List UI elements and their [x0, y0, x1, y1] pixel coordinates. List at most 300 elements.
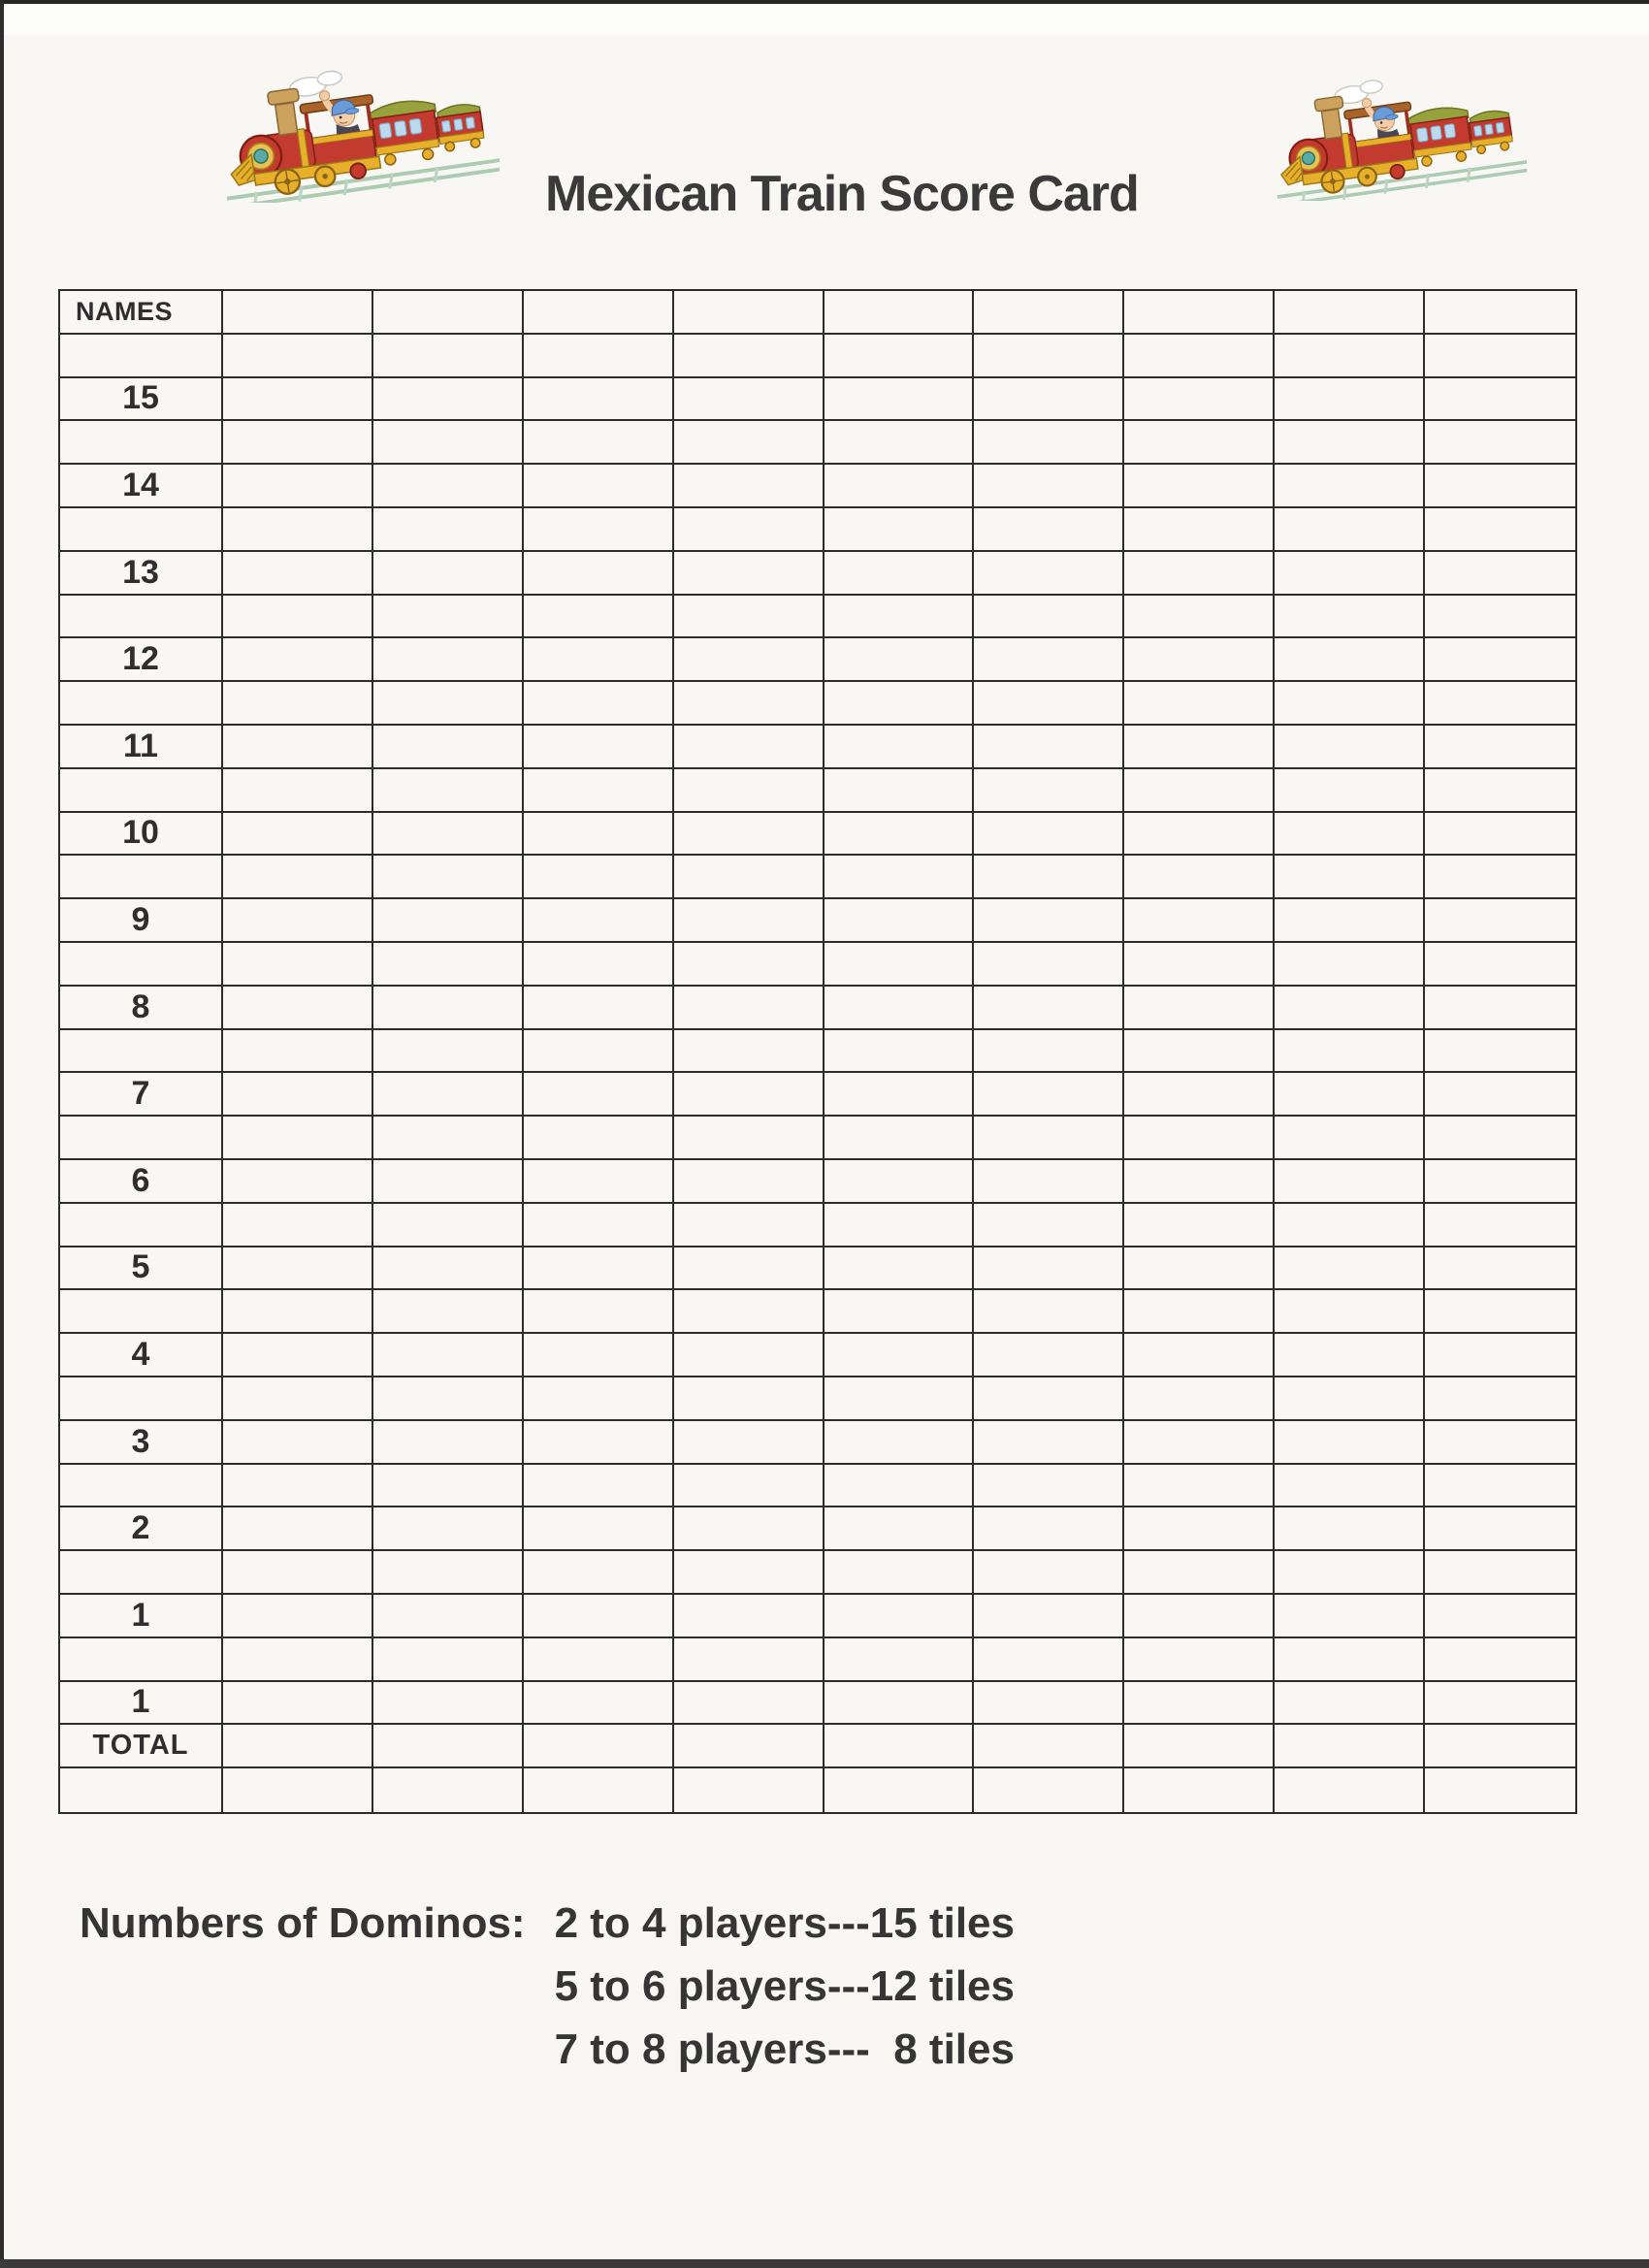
score-cell — [674, 1682, 824, 1726]
score-cell — [524, 638, 674, 682]
score-cell — [1124, 378, 1275, 422]
score-cell — [1275, 378, 1425, 422]
score-cell — [1425, 1377, 1575, 1421]
scan-edge-left — [0, 0, 4, 2268]
score-cell — [373, 856, 524, 899]
score-cell — [524, 769, 674, 813]
score-cell — [524, 1334, 674, 1377]
round-label-cell: 1 — [60, 1682, 223, 1726]
score-cell — [1124, 1551, 1275, 1595]
score-cell — [974, 291, 1124, 335]
label-cell-empty — [60, 682, 223, 726]
score-cell — [1425, 1290, 1575, 1334]
score-cell — [1124, 987, 1275, 1030]
score-cell — [1275, 899, 1425, 943]
score-cell — [1275, 1204, 1425, 1247]
score-cell — [824, 1725, 975, 1768]
score-cell — [1275, 1507, 1425, 1551]
total-label-cell: TOTAL — [60, 1725, 223, 1768]
score-cell — [1124, 1768, 1275, 1812]
score-cell — [524, 1290, 674, 1334]
score-cell — [1124, 1682, 1275, 1726]
round-label-cell: 6 — [60, 1160, 223, 1204]
score-cell — [674, 1725, 824, 1768]
score-cell — [223, 1030, 373, 1074]
score-cell — [223, 1204, 373, 1247]
score-cell — [824, 552, 975, 596]
score-cell — [1275, 682, 1425, 726]
score-cell — [674, 1073, 824, 1117]
score-cell — [373, 1290, 524, 1334]
score-cell — [1275, 987, 1425, 1030]
dominos-note-lines — [555, 1892, 1015, 2081]
score-cell — [1275, 1247, 1425, 1291]
score-cell — [223, 1073, 373, 1117]
score-cell — [223, 1595, 373, 1638]
score-cell — [974, 856, 1124, 899]
score-cell — [824, 1421, 975, 1465]
score-cell — [373, 1421, 524, 1465]
score-cell — [1425, 1073, 1575, 1117]
label-cell-empty — [60, 1638, 223, 1682]
round-label-cell: 10 — [60, 813, 223, 857]
score-cell — [824, 1638, 975, 1682]
score-cell — [824, 769, 975, 813]
score-cell — [223, 1768, 373, 1812]
score-cell — [1124, 1204, 1275, 1247]
score-cell — [373, 1377, 524, 1421]
round-label-cell: 13 — [60, 552, 223, 596]
score-cell — [373, 1030, 524, 1074]
score-cell — [974, 682, 1124, 726]
score-cell — [223, 638, 373, 682]
score-cell — [373, 421, 524, 465]
score-cell — [373, 1507, 524, 1551]
label-cell-empty — [60, 856, 223, 899]
score-cell — [223, 1117, 373, 1160]
score-cell — [1124, 856, 1275, 899]
score-cell — [223, 1160, 373, 1204]
score-cell — [824, 682, 975, 726]
score-cell — [824, 508, 975, 552]
score-cell — [1425, 638, 1575, 682]
scan-top-highlight — [4, 4, 1649, 35]
score-cell — [674, 1507, 824, 1551]
score-cell — [524, 813, 674, 857]
round-label-cell: 3 — [60, 1421, 223, 1465]
score-cell — [1425, 378, 1575, 422]
score-cell — [223, 1638, 373, 1682]
score-cell — [824, 596, 975, 639]
score-cell — [373, 1204, 524, 1247]
score-cell — [974, 335, 1124, 378]
score-cell — [824, 291, 975, 335]
score-cell — [674, 1421, 824, 1465]
score-cell — [974, 1768, 1124, 1812]
score-cell — [1275, 508, 1425, 552]
score-cell — [824, 726, 975, 769]
score-cell — [1275, 769, 1425, 813]
score-cell — [974, 1073, 1124, 1117]
score-cell — [373, 1334, 524, 1377]
score-cell — [524, 1377, 674, 1421]
score-cell — [1425, 1638, 1575, 1682]
round-label-cell: 15 — [60, 378, 223, 422]
score-cell — [223, 682, 373, 726]
round-label-cell: 11 — [60, 726, 223, 769]
score-cell — [1124, 1334, 1275, 1377]
score-cell — [1425, 1117, 1575, 1160]
score-cell — [674, 682, 824, 726]
score-cell — [674, 899, 824, 943]
score-cell — [524, 1117, 674, 1160]
score-cell — [223, 726, 373, 769]
score-cell — [1425, 899, 1575, 943]
score-cell — [1425, 1725, 1575, 1768]
score-cell — [1425, 1551, 1575, 1595]
score-cell — [373, 1638, 524, 1682]
score-cell — [974, 1377, 1124, 1421]
score-cell — [524, 1551, 674, 1595]
score-cell — [524, 943, 674, 987]
score-cell — [1275, 1465, 1425, 1508]
score-cell — [824, 1290, 975, 1334]
score-cell — [1275, 335, 1425, 378]
score-cell — [1124, 421, 1275, 465]
score-cell — [373, 335, 524, 378]
score-cell — [373, 1073, 524, 1117]
score-cell — [1425, 421, 1575, 465]
score-cell — [524, 726, 674, 769]
score-cell — [674, 1768, 824, 1812]
score-cell — [373, 378, 524, 422]
score-cell — [1275, 596, 1425, 639]
score-cell — [674, 813, 824, 857]
score-cell — [1124, 596, 1275, 639]
score-cell — [223, 1725, 373, 1768]
score-cell — [373, 1551, 524, 1595]
score-cell — [223, 1290, 373, 1334]
score-cell — [1425, 596, 1575, 639]
score-cell — [674, 1117, 824, 1160]
score-cell — [1275, 1595, 1425, 1638]
score-cell — [824, 1465, 975, 1508]
score-cell — [1425, 987, 1575, 1030]
score-cell — [524, 1768, 674, 1812]
score-cell — [974, 378, 1124, 422]
score-cell — [1124, 1638, 1275, 1682]
score-cell — [974, 813, 1124, 857]
score-cell — [223, 1377, 373, 1421]
score-cell — [524, 378, 674, 422]
dominos-note-line-3: 7 to 8 players--- 8 tiles — [554, 2025, 1015, 2073]
score-cell — [524, 1421, 674, 1465]
score-cell — [824, 465, 975, 508]
score-cell — [373, 552, 524, 596]
score-cell — [1425, 1768, 1575, 1812]
score-cell — [223, 335, 373, 378]
score-cell — [1124, 335, 1275, 378]
score-cell — [824, 378, 975, 422]
score-cell — [1275, 1334, 1425, 1377]
dominos-note-label: Numbers of Dominos: — [80, 1899, 526, 1947]
score-cell — [974, 943, 1124, 987]
score-cell — [1425, 291, 1575, 335]
round-label-cell: 14 — [60, 465, 223, 508]
score-cell — [1124, 638, 1275, 682]
score-cell — [1275, 1768, 1425, 1812]
score-cell — [373, 899, 524, 943]
score-cell — [373, 1768, 524, 1812]
score-cell — [674, 987, 824, 1030]
score-cell — [223, 769, 373, 813]
score-cell — [373, 1725, 524, 1768]
label-cell-empty — [60, 1290, 223, 1334]
page-title: Mexican Train Score Card — [545, 166, 1139, 222]
label-cell-empty — [60, 1768, 223, 1812]
score-cell — [1275, 291, 1425, 335]
score-cell — [974, 1421, 1124, 1465]
score-cell — [1124, 726, 1275, 769]
score-cell — [1425, 1204, 1575, 1247]
score-cell — [1275, 1377, 1425, 1421]
score-cell — [974, 465, 1124, 508]
score-cell — [674, 638, 824, 682]
score-cell — [674, 1638, 824, 1682]
round-label-cell: 1 — [60, 1595, 223, 1638]
score-cell — [974, 552, 1124, 596]
score-cell — [824, 1595, 975, 1638]
score-cell — [524, 1725, 674, 1768]
score-cell — [674, 1030, 824, 1074]
score-cell — [1275, 1030, 1425, 1074]
score-cell — [824, 1768, 975, 1812]
score-cell — [824, 1682, 975, 1726]
label-cell-empty — [60, 1204, 223, 1247]
score-cell — [674, 726, 824, 769]
score-cell — [824, 1551, 975, 1595]
score-cell — [1425, 1682, 1575, 1726]
score-cell — [223, 987, 373, 1030]
score-cell — [1425, 813, 1575, 857]
label-cell-empty — [60, 1117, 223, 1160]
score-cell — [1124, 1030, 1275, 1074]
score-cell — [974, 1725, 1124, 1768]
score-cell — [524, 1073, 674, 1117]
label-cell-empty — [60, 1030, 223, 1074]
score-cell — [1275, 813, 1425, 857]
score-cell — [1425, 726, 1575, 769]
score-cell — [524, 1507, 674, 1551]
score-cell — [373, 682, 524, 726]
train-icon — [226, 66, 500, 203]
score-cell — [674, 1290, 824, 1334]
score-cell — [974, 1465, 1124, 1508]
score-cell — [1425, 1334, 1575, 1377]
score-cell — [824, 813, 975, 857]
score-cell — [223, 465, 373, 508]
scan-edge-bottom — [0, 2259, 1649, 2268]
score-cell — [1425, 856, 1575, 899]
score-cell — [223, 1682, 373, 1726]
score-cell — [524, 465, 674, 508]
score-cell — [974, 1204, 1124, 1247]
round-label-cell: 2 — [60, 1507, 223, 1551]
score-cell — [1425, 1247, 1575, 1291]
score-cell — [974, 1334, 1124, 1377]
score-cell — [674, 1551, 824, 1595]
score-cell — [1275, 1073, 1425, 1117]
score-cell — [824, 1117, 975, 1160]
round-label-cell: 7 — [60, 1073, 223, 1117]
score-cell — [824, 638, 975, 682]
score-cell — [974, 726, 1124, 769]
train-icon — [1277, 76, 1527, 201]
score-cell — [524, 1595, 674, 1638]
score-cell — [1275, 465, 1425, 508]
score-cell — [223, 291, 373, 335]
score-cell — [674, 508, 824, 552]
score-cell — [974, 899, 1124, 943]
round-label-cell: 9 — [60, 899, 223, 943]
score-cell — [223, 943, 373, 987]
label-cell-empty — [60, 508, 223, 552]
score-cell — [1275, 1290, 1425, 1334]
score-cell — [373, 1160, 524, 1204]
score-cell — [674, 378, 824, 422]
score-cell — [824, 1334, 975, 1377]
score-cell — [1124, 465, 1275, 508]
score-cell — [1425, 943, 1575, 987]
score-cell — [373, 943, 524, 987]
score-cell — [974, 1290, 1124, 1334]
score-cell — [223, 596, 373, 639]
score-cell — [524, 552, 674, 596]
label-cell-empty — [60, 943, 223, 987]
score-cell — [373, 1595, 524, 1638]
score-cell — [674, 335, 824, 378]
score-cell — [974, 421, 1124, 465]
score-cell — [373, 291, 524, 335]
score-cell — [824, 1247, 975, 1291]
score-cell — [674, 291, 824, 335]
dominos-note-line-1: 2 to 4 players---15 tiles — [554, 1899, 1015, 1947]
score-cell — [373, 813, 524, 857]
score-cell — [974, 1160, 1124, 1204]
score-cell — [223, 1465, 373, 1508]
score-cell — [524, 1682, 674, 1726]
score-cell — [1275, 856, 1425, 899]
round-label-cell: 12 — [60, 638, 223, 682]
score-cell — [1124, 552, 1275, 596]
label-cell-empty — [60, 335, 223, 378]
score-cell — [373, 987, 524, 1030]
score-cell — [1124, 1421, 1275, 1465]
score-cell — [974, 1638, 1124, 1682]
score-cell — [974, 769, 1124, 813]
score-cell — [674, 856, 824, 899]
score-cell — [824, 335, 975, 378]
score-cell — [1124, 769, 1275, 813]
score-cell — [1124, 1290, 1275, 1334]
score-cell — [524, 508, 674, 552]
score-cell — [1425, 1160, 1575, 1204]
score-cell — [373, 465, 524, 508]
score-cell — [824, 1507, 975, 1551]
score-cell — [824, 856, 975, 899]
score-cell — [373, 1247, 524, 1291]
score-cell — [1425, 769, 1575, 813]
score-cell — [824, 987, 975, 1030]
names-header-cell: NAMES — [60, 291, 223, 335]
score-cell — [674, 1465, 824, 1508]
score-cell — [974, 1551, 1124, 1595]
score-cell — [223, 899, 373, 943]
dominos-note-line-2: 5 to 6 players---12 tiles — [554, 1962, 1015, 2010]
score-cell — [223, 856, 373, 899]
score-cell — [974, 638, 1124, 682]
score-cell — [824, 899, 975, 943]
score-cell — [1425, 465, 1575, 508]
score-cell — [1275, 638, 1425, 682]
score-cell — [1275, 943, 1425, 987]
score-cell — [1275, 1682, 1425, 1726]
score-cell — [1124, 1160, 1275, 1204]
score-cell — [974, 1595, 1124, 1638]
score-cell — [373, 638, 524, 682]
score-cell — [1124, 1465, 1275, 1508]
score-cell — [1425, 682, 1575, 726]
score-cell — [674, 1247, 824, 1291]
score-cell — [974, 508, 1124, 552]
score-cell — [824, 1030, 975, 1074]
score-cell — [1275, 1551, 1425, 1595]
score-cell — [1124, 1073, 1275, 1117]
score-cell — [524, 1465, 674, 1508]
label-cell-empty — [60, 1377, 223, 1421]
score-cell — [674, 552, 824, 596]
score-cell — [223, 1247, 373, 1291]
score-cell — [373, 596, 524, 639]
score-cell — [223, 378, 373, 422]
score-cell — [524, 1204, 674, 1247]
score-cell — [223, 1334, 373, 1377]
score-cell — [824, 1073, 975, 1117]
score-cell — [373, 726, 524, 769]
score-cell — [1275, 1421, 1425, 1465]
score-cell — [223, 813, 373, 857]
score-cell — [524, 899, 674, 943]
score-cell — [674, 1377, 824, 1421]
score-cell — [223, 1551, 373, 1595]
label-cell-empty — [60, 1551, 223, 1595]
round-label-cell: 5 — [60, 1247, 223, 1291]
score-cell — [373, 1117, 524, 1160]
score-cell — [1425, 552, 1575, 596]
score-cell — [974, 1247, 1124, 1291]
score-cell — [674, 1160, 824, 1204]
score-cell — [373, 1465, 524, 1508]
score-cell — [1425, 335, 1575, 378]
score-cell — [824, 943, 975, 987]
score-cell — [674, 465, 824, 508]
score-cell — [524, 335, 674, 378]
score-cell — [674, 769, 824, 813]
round-label-cell: 4 — [60, 1334, 223, 1377]
score-cell — [824, 1377, 975, 1421]
score-cell — [674, 596, 824, 639]
score-cell — [1425, 1465, 1575, 1508]
